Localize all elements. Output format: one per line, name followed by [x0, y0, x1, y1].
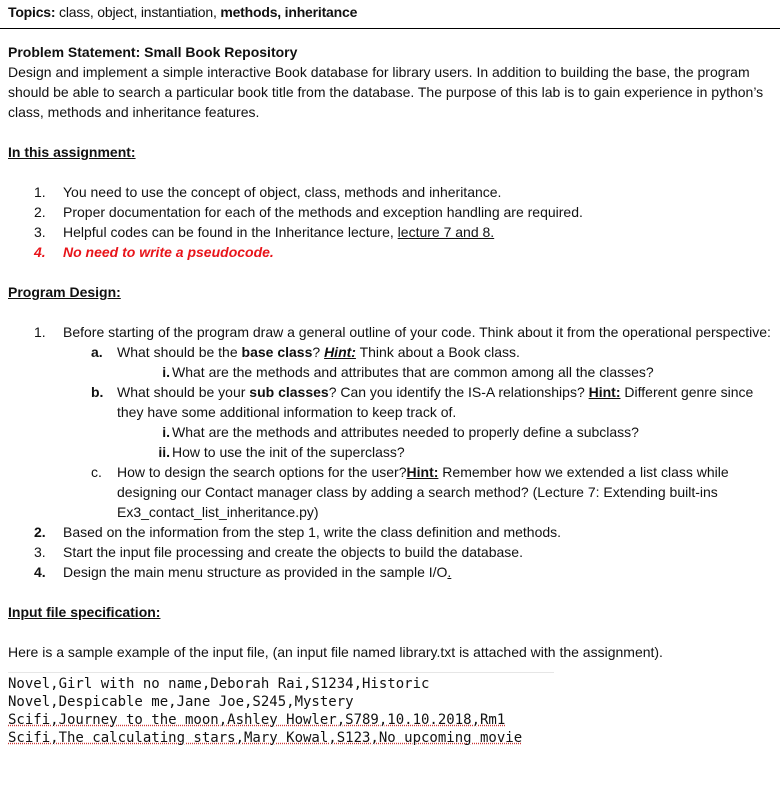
list-number: 1.: [34, 184, 46, 200]
design-roman-item: [8, 362, 774, 382]
assignment-heading: In this assignment:: [8, 144, 136, 160]
list-text: Before starting of the program draw a general outline of your code. Think about it from the operational perspective:: [63, 324, 771, 340]
assignment-item: [8, 182, 774, 202]
list-number: 1.: [34, 324, 46, 340]
problem-title: Problem Statement: Small Book Repository: [8, 44, 298, 60]
assignment-item: [8, 202, 774, 222]
list-text: Based on the information from the step 1, write the class definition and methods.: [63, 524, 562, 540]
design-item: [8, 542, 774, 562]
list-text: [63, 222, 774, 242]
sub-label: c.: [91, 464, 102, 480]
list-number: 2.: [34, 204, 46, 220]
roman-label: i.: [162, 424, 170, 440]
roman-text: How to use the init of the superclass?: [172, 444, 405, 460]
roman-label: i.: [162, 364, 170, 380]
list-text: Proper documentation for each of the methods and exception handling are required.: [63, 204, 583, 220]
list-text: [63, 562, 774, 582]
design-subitem: [8, 462, 774, 522]
topics-bold: methods, inheritance: [220, 4, 358, 20]
assignment-item: [8, 242, 774, 262]
sub-text-pre: What should be the: [117, 344, 242, 360]
assignment-item: [8, 222, 774, 242]
design-roman-item: [8, 422, 774, 442]
sub-text-post: Think about a Book class.: [355, 344, 520, 360]
hint-label: Hint:: [588, 384, 621, 400]
design-item: [8, 562, 774, 582]
design-item: [8, 522, 774, 542]
sub-label: b.: [91, 384, 104, 400]
list-number: 2.: [34, 524, 46, 540]
code-line: Novel,Despicable me,Jane Joe,S245,Mystery: [8, 694, 354, 710]
sub-text-bold: sub classes: [249, 384, 329, 400]
code-line: Scifi,Journey to the moon,Ashley Howler,S789,10.10.2018,Rm1: [8, 712, 506, 728]
design-item: [8, 322, 774, 342]
sub-text: [117, 342, 774, 362]
list-text-plain: Helpful codes can be found in the Inheritance lecture,: [63, 224, 398, 240]
hint-label: Hint:: [324, 344, 356, 360]
sub-text-post: Different genre since they have some additional information to keep track of.: [117, 384, 754, 420]
topics-prefix: Topics:: [8, 4, 60, 20]
sub-text-pre: How to design the search options for the user?: [117, 464, 407, 480]
sub-label: a.: [91, 344, 103, 360]
sub-text-mid: ? Can you identify the IS-A relationships?: [328, 384, 589, 400]
sub-text-pre: What should be your: [117, 384, 250, 400]
input-spec-text: Here is a sample example of the input file, (an input file named library.txt is attached with the assignment).: [8, 644, 663, 660]
design-list: [8, 322, 774, 582]
list-number: 3.: [34, 224, 46, 240]
code-line: Novel,Girl with no name,Deborah Rai,S1234,Historic: [8, 676, 430, 692]
lecture-link[interactable]: lecture 7 and 8.: [397, 224, 495, 240]
list-text-plain: Design the main menu structure as provided in the sample I/O: [63, 564, 448, 580]
list-number: 4.: [34, 244, 46, 260]
design-heading: Program Design:: [8, 284, 121, 300]
list-text-tail: .: [447, 564, 452, 580]
roman-label: ii.: [158, 444, 170, 460]
sample-input-file: [8, 672, 554, 747]
list-text: Start the input file processing and create the objects to build the database.: [63, 544, 523, 560]
assignment-list: [8, 182, 774, 262]
list-number: 3.: [34, 544, 46, 560]
topics-bar: [0, 0, 780, 29]
sub-text: [117, 462, 774, 522]
design-roman-item: [8, 442, 774, 462]
roman-text: What are the methods and attributes needed to properly define a subclass?: [172, 424, 639, 440]
list-number: 4.: [34, 564, 46, 580]
design-subitem: [8, 342, 774, 362]
problem-text: Design and implement a simple interactive Book database for library users. In addition to building the base, the program should be able to search a particular book title from the database. The purpose of this lab is to gain experience in python’s class, methods and inheritance features.: [8, 64, 764, 120]
sub-text-mid: ?: [312, 344, 325, 360]
sub-text: [117, 382, 774, 422]
code-line: Scifi,The calculating stars,Mary Kowal,S123,No upcoming movie: [8, 730, 523, 746]
list-text: You need to use the concept of object, class, methods and inheritance.: [63, 184, 502, 200]
document-body: [8, 42, 774, 747]
topics-plain: class, object, instantiation,: [59, 4, 221, 20]
design-subitem: [8, 382, 774, 422]
sub-text-bold: base class: [241, 344, 313, 360]
list-text-warning: No need to write a pseudocode.: [63, 244, 274, 260]
topics-line: [8, 4, 357, 20]
roman-text: What are the methods and attributes that are common among all the classes?: [172, 364, 654, 380]
input-spec-heading: Input file specification:: [8, 604, 161, 620]
hint-label: Hint:: [406, 464, 439, 480]
sub-text-post: Remember how we extended a list class while designing our Contact manager class by adding a search method? (Lecture 7: Extending built-ins Ex3_contact_list_inheritance.py): [117, 464, 729, 520]
